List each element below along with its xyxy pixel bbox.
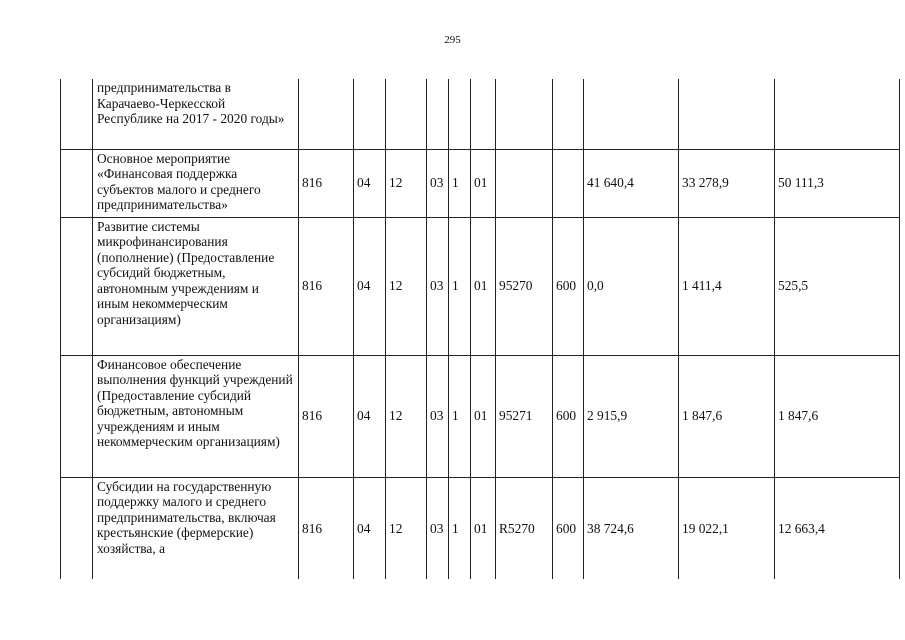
table-row — [61, 477, 900, 579]
row-number-cell — [61, 149, 93, 217]
amount-2019: 1 411,4 — [679, 217, 775, 355]
direction-code: R5270 — [496, 477, 553, 579]
ministry-code — [299, 79, 354, 149]
section-code — [354, 79, 386, 149]
direction-code: 95270 — [496, 217, 553, 355]
amount-2019 — [679, 79, 775, 149]
subprogram-code: 1 — [449, 355, 471, 477]
section-code: 04 — [354, 149, 386, 217]
table-row — [61, 355, 900, 477]
amount-2018: 38 724,6 — [584, 477, 679, 579]
subsection-code: 12 — [386, 477, 427, 579]
program-code — [427, 79, 449, 149]
amount-2018: 2 915,9 — [584, 355, 679, 477]
row-number-cell — [61, 217, 93, 355]
row-name: Финансовое обеспечение выполнения функций учреждений (Предоставление субсидий бюджетным, автономным учреждениям и иным некоммерческим организациям) — [93, 355, 299, 477]
amount-2018 — [584, 79, 679, 149]
amount-2019: 1 847,6 — [679, 355, 775, 477]
event-code: 01 — [471, 355, 496, 477]
program-code: 03 — [427, 149, 449, 217]
section-code: 04 — [354, 217, 386, 355]
subsection-code: 12 — [386, 149, 427, 217]
amount-2020: 1 847,6 — [775, 355, 900, 477]
expense-type-code — [553, 79, 584, 149]
section-code: 04 — [354, 355, 386, 477]
event-code: 01 — [471, 477, 496, 579]
expense-type-code: 600 — [553, 355, 584, 477]
amount-2019: 33 278,9 — [679, 149, 775, 217]
amount-2018: 0,0 — [584, 217, 679, 355]
subprogram-code: 1 — [449, 217, 471, 355]
amount-2019: 19 022,1 — [679, 477, 775, 579]
event-code — [471, 79, 496, 149]
amount-2020: 50 111,3 — [775, 149, 900, 217]
subprogram-code: 1 — [449, 477, 471, 579]
direction-code: 95271 — [496, 355, 553, 477]
subsection-code — [386, 79, 427, 149]
ministry-code: 816 — [299, 477, 354, 579]
table-row — [61, 217, 900, 355]
row-name: Субсидии на государственную поддержку малого и среднего предпринимательства, включая крестьянские (фермерские) хозяйства, а — [93, 477, 299, 579]
event-code: 01 — [471, 149, 496, 217]
direction-code — [496, 79, 553, 149]
program-code: 03 — [427, 477, 449, 579]
direction-code — [496, 149, 553, 217]
amount-2020: 12 663,4 — [775, 477, 900, 579]
row-number-cell — [61, 477, 93, 579]
row-number-cell — [61, 355, 93, 477]
expense-type-code: 600 — [553, 217, 584, 355]
row-name: предпринимательства в Карачаево-Черкесской Республике на 2017 - 2020 годы» — [93, 79, 299, 149]
amount-2020: 525,5 — [775, 217, 900, 355]
subprogram-code: 1 — [449, 149, 471, 217]
ministry-code: 816 — [299, 217, 354, 355]
subprogram-code — [449, 79, 471, 149]
program-code: 03 — [427, 217, 449, 355]
section-code: 04 — [354, 477, 386, 579]
event-code: 01 — [471, 217, 496, 355]
subsection-code: 12 — [386, 217, 427, 355]
amount-2018: 41 640,4 — [584, 149, 679, 217]
program-code: 03 — [427, 355, 449, 477]
amount-2020 — [775, 79, 900, 149]
expense-type-code — [553, 149, 584, 217]
expense-type-code: 600 — [553, 477, 584, 579]
page-number: 295 — [444, 34, 461, 46]
ministry-code: 816 — [299, 355, 354, 477]
table-row — [61, 79, 900, 149]
table-row — [61, 149, 900, 217]
row-number-cell — [61, 79, 93, 149]
ministry-code: 816 — [299, 149, 354, 217]
row-name: Развитие системы микрофинансирования (пополнение) (Предоставление субсидий бюджетным, автономным учреждениям и иным некоммерческим организациям) — [93, 217, 299, 355]
budget-table — [60, 79, 900, 579]
row-name: Основное мероприятие «Финансовая поддержка субъектов малого и среднего предпринимательства» — [93, 149, 299, 217]
subsection-code: 12 — [386, 355, 427, 477]
